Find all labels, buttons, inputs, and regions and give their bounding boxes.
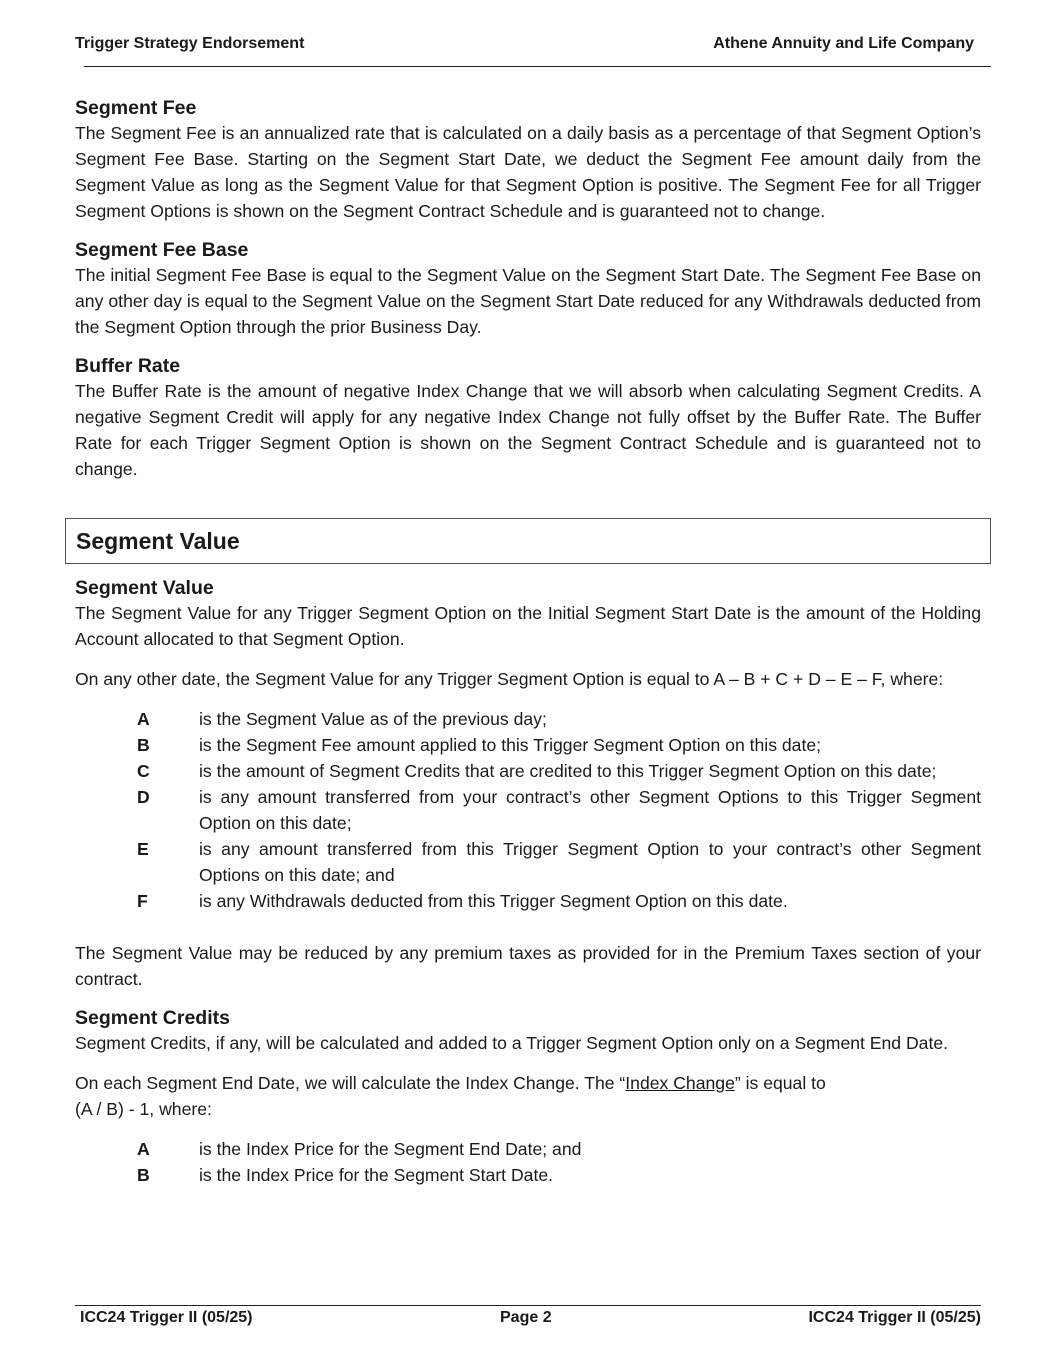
section-title-box [65, 518, 991, 564]
segment-credits-heading: Segment Credits [75, 1007, 230, 1029]
segment-fee-text: The Segment Fee is an annualized rate that is calculated on a daily basis as a percentage of that Segment Option’s Segment Fee Base. Starting on the Segment Start Date, we deduct the Segment Fee amount daily from the Segment Value as long as the Segment Value for that Segment Option is positive. The Segment Fee for all Trigger Segment Options is shown on the Segment Contract Schedule and is guaranteed not to change. [75, 123, 981, 221]
footer-form-right: ICC24 Trigger II (05/25) [808, 1309, 981, 1326]
page-number: Page 2 [500, 1309, 552, 1326]
index-change-term: Index Change [625, 1073, 735, 1093]
segment-value-heading: Segment Value [75, 577, 214, 599]
page-header [75, 35, 974, 55]
footer-form-left: ICC24 Trigger II (05/25) [80, 1309, 253, 1326]
segment-credits-p1: Segment Credits, if any, will be calculated and added to a Trigger Segment Option only on a Segment End Date. [75, 1033, 949, 1053]
buffer-rate-text: The Buffer Rate is the amount of negative Index Change that we will absorb when calculating Segment Credits. A negative Segment Credit will apply for any negative Index Change not fully offset by the Buffer Rate. The Buffer Rate for each Trigger Segment Option is shown on the Segment Contract Schedule and is guaranteed not to change. [75, 381, 981, 479]
list-item: F is any Withdrawals deducted from this Trigger Segment Option on this date. [137, 891, 788, 911]
page-content [75, 96, 981, 1188]
footer-divider [75, 1305, 981, 1306]
section-title: Segment Value [76, 527, 240, 554]
list-item: A is the Segment Value as of the previous day; [137, 709, 547, 729]
list-item: C is the amount of Segment Credits that are credited to this Trigger Segment Option on this date; [137, 761, 937, 781]
segment-value-definitions [75, 706, 981, 914]
segment-fee-base-heading: Segment Fee Base [75, 239, 249, 261]
segment-value-p2: On any other date, the Segment Value for any Trigger Segment Option is equal to A – B + C + D – E – F, where: [75, 669, 944, 689]
list-item: B is the Index Price for the Segment Start Date. [137, 1165, 554, 1185]
segment-fee-base-text: The initial Segment Fee Base is equal to the Segment Value on the Segment Start Date. The Segment Fee Base on any other day is equal to the Segment Value on the Segment Start Date reduced for any Withdrawals deducted from the Segment Option through the prior Business Day. [75, 265, 981, 337]
segment-fee-heading: Segment Fee [75, 97, 197, 119]
segment-credits-p2: On each Segment End Date, we will calculate the Index Change. The “Index Change” is equal to (A / B) - 1, where: [75, 1073, 826, 1119]
list-item: B is the Segment Fee amount applied to this Trigger Segment Option on this date; [137, 735, 822, 755]
list-item: E is any amount transferred from this Trigger Segment Option to your contract’s other Segment Options on this date; and [137, 839, 981, 885]
page-footer [80, 1309, 981, 1329]
list-item: A is the Index Price for the Segment End Date; and [137, 1139, 582, 1159]
index-change-definitions [75, 1136, 981, 1188]
segment-value-p1: The Segment Value for any Trigger Segment Option on the Initial Segment Start Date is the amount of the Holding Account allocated to that Segment Option. [75, 603, 981, 649]
header-title: Trigger Strategy Endorsement [75, 35, 305, 52]
header-company: Athene Annuity and Life Company [713, 35, 974, 52]
list-item: D is any amount transferred from your contract’s other Segment Options to this Trigger Segment Option on this date; [137, 787, 981, 833]
buffer-rate-heading: Buffer Rate [75, 355, 181, 377]
segment-value-p3: The Segment Value may be reduced by any premium taxes as provided for in the Premium Taxes section of your contract. [75, 943, 981, 989]
header-divider [84, 66, 991, 67]
